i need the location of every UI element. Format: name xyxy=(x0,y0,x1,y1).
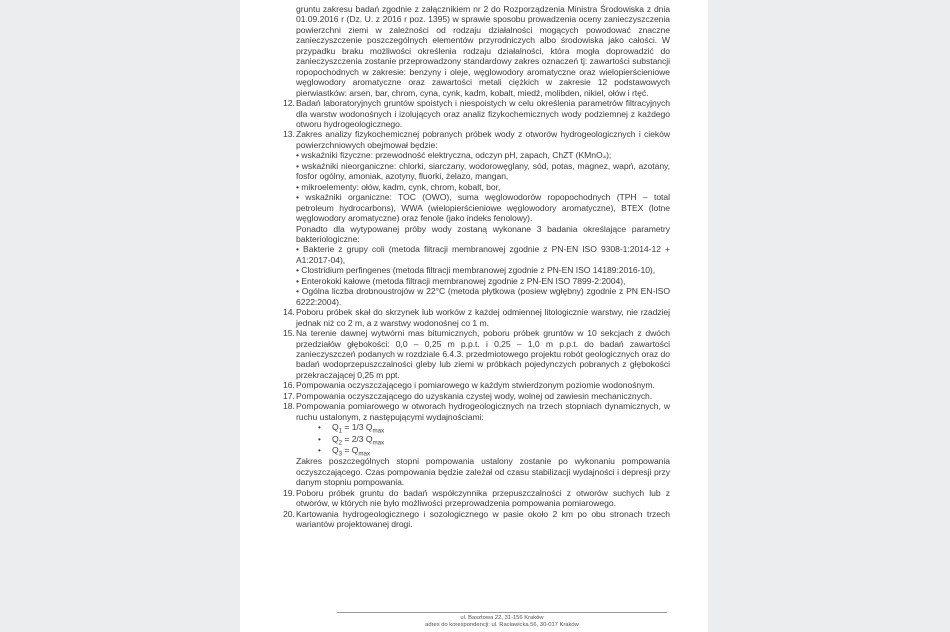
formula-text: $Q_3 = Q_{max}$ xyxy=(332,445,370,458)
item-number: 17. xyxy=(283,390,295,401)
page-footer xyxy=(337,612,667,629)
list-item-19 xyxy=(283,488,670,509)
pumping-rate-formula xyxy=(296,445,670,456)
bullet-paragraph: • Clostridium perfingenes (metoda filtracji membranowej zgodnie z PN-EN ISO 14189:2016-10), xyxy=(296,265,656,276)
item-paragraph: Pompowania oczyszczającego i pomiarowego w każdym stwierdzonym poziomie wodonośnym. xyxy=(296,380,655,391)
list-item-13 xyxy=(283,129,670,307)
item-number: 14. xyxy=(283,307,295,318)
bullet-paragraph: • Enterokoki kałowe (metoda filtracji membranowej zgodnie z PN-EN ISO 7899-2:2004), xyxy=(296,275,626,286)
bullet-paragraph: • wskaźniki fizyczne: przewodność elektryczna, odczyn pH, zapach, ChZT (KMnO₄); xyxy=(296,150,612,161)
item-paragraph: Pompowania pomiarowego w otworach hydrogeologicznych na trzech stopniach dynamicznych, w ruchu ustalonym, z następującymi wydajnościami: xyxy=(296,401,670,422)
item-number: 20. xyxy=(283,508,295,519)
item-paragraph: Pompowania oczyszczającego do uzyskania czystej wody, wolnej od zawiesin mechanicznych. xyxy=(296,390,653,401)
item-paragraph: Na terenie dawnej wytwórni mas bitumicznych, poboru próbek gruntów w 10 sekcjach z dwóch przedziałów głębokości: 0,0 – 0,25 m p.p.t. i 0,25 – 1,0 m p.p.t. do badań zawartości zanieczyszczeń podanych w rozdziale 6.4.3. przedmiotowego projektu robót geologicznych oraz do badań wodoprzepuszczalności gleby lub ziemi w próbkach pojedynczych pobranych z głębokości przekraczającej 0,25 m ppt. xyxy=(296,328,670,380)
pumping-rate-formula xyxy=(296,434,670,445)
page-text-content xyxy=(240,0,708,530)
formula-text: $Q_2 = 2/3$ $Q_{max}$ xyxy=(332,433,385,447)
bullet-paragraph: • wskaźniki nieorganiczne: chlorki, siarczany, wodorowęglany, sód, potas, magnez, wapń, azotany, fosfor ogólny, amoniak, azotyny, fluorki, żelazo, mangan, xyxy=(296,160,670,182)
document-page xyxy=(240,0,708,632)
item-paragraph: Zakres analizy fizykochemicznej pobranych próbek wody z otworów hydrogeologicznych i cieków powierzchniowych obejmował będzie: xyxy=(296,129,670,150)
list-item-16 xyxy=(283,380,670,390)
item-paragraph: Poboru próbek skał do skrzynek lub worków z każdej odmiennej litologicznie warstwy, nie rzadziej jednak niż co 2 m, a z warstwy wodonośnej co 1 m. xyxy=(296,307,670,328)
bullet-icon: • xyxy=(318,423,321,433)
bullet-icon: • xyxy=(318,434,321,444)
footer-address-line2: adres do korespondencji: ul. Racławicka 56, 30-017 Kraków xyxy=(425,622,579,628)
bullet-paragraph: • mikroelementy: ołów, kadm, cynk, chrom, kobalt, bor, xyxy=(296,181,501,192)
formula-text: $Q_1 = 1/3$ $Q_{max}$ xyxy=(332,422,385,435)
bullet-paragraph: • Ogólna liczba drobnoustrojów w 22°C (metoda płytkowa (posiew wgłębny) zgodnie z PN EN-ISO 6222:2004). xyxy=(296,286,670,307)
pumping-rate-formula xyxy=(296,422,670,433)
item-paragraph: Ponadto dla wytypowanej próby wody zostaną wykonane 3 badania określające parametry bakteriologiczne: xyxy=(296,223,670,244)
footer-divider xyxy=(337,612,667,613)
footer-address-line1: ul. Basztowa 22, 31-156 Kraków xyxy=(460,615,544,621)
item-paragraph: Kartowania hydrogeologicznego i sozologicznego w pasie około 2 km po obu stronach trzech wariantów projektowanej drogi. xyxy=(296,508,670,530)
item-number: 16. xyxy=(283,380,295,391)
bullet-paragraph: • Bakterie z grupy coli (metoda filtracji membranowej zgodnie z PN-EN ISO 9308-1:2014-12 + A1:2017-04), xyxy=(296,244,670,265)
list-item-12 xyxy=(283,98,670,129)
item-number: 19. xyxy=(283,487,295,498)
item-number: 13. xyxy=(283,129,295,140)
item-paragraph: Poboru próbek gruntu do badań współczynnika przepuszczalności z otworów suchych lub z otworów, w których nie było możliwości przeprowadzenia pompowania pomiarowego. xyxy=(296,487,670,509)
list-item-17 xyxy=(283,391,670,401)
list-item-14 xyxy=(283,307,670,328)
item-paragraph: Badań laboratoryjnych gruntów spoistych i niespoistych w celu określenia parametrów filtracyjnych dla warstw wodonośnych i izolujących oraz analiz fizykochemicznych wody podziemnej z każdego otworu hydrogeologicznego. xyxy=(296,98,670,129)
bullet-icon: • xyxy=(318,446,321,456)
list-item-18 xyxy=(283,401,670,488)
item-paragraph: Zakres poszczególnych stopni pompowania ustalony zostanie po wykonaniu pompowania oczyszczającego. Czas pompowania będzie zależał od czasu stabilizacji wydajności i depresji przy danym stopniu pompowania. xyxy=(296,456,670,488)
item-number: 18. xyxy=(283,401,295,412)
item-number: 12. xyxy=(283,98,295,109)
continuation-paragraph: gruntu zakresu badań zgodnie z załącznikiem nr 2 do Rozporządzenia Ministra Środowiska z dnia 01.09.2016 r (Dz. U. z 2016 r poz. 1395) w sprawie sposobu prowadzenia oceny zanieczyszczenia powierzchni ziemi w zależności od rodzaju działalności mogących powodować znaczne zanieczyszczenie poszczególnych elementów przyrodniczych albo środowiska jako całości. W przypadku braku możliwości określenia rodzaju działalności, która mogła doprowadzić do zanieczyszczenia zostanie przeprowadzony standardowy zakres oznaczeń tj: zawartości substancji ropopochodnych w zakresie: benzyny i oleje, węglowodory aromatyczne oraz wielopierścieniowe węglowodory aromatyczne oraz zawartości metali ciężkich w zakresie 12 podstawowych pierwiastków: arsen, bar, chrom, cyna, cynk, kadm, kobalt, miedź, molibden, nikiel, ołów i rtęć. xyxy=(296,4,670,98)
list-item-20 xyxy=(283,509,670,530)
item-number: 15. xyxy=(283,328,295,339)
bullet-paragraph: • wskaźniki organiczne: TOC (OWO), suma węglowodorów ropopochodnych (TPH – total petroleum hydrocarbons), WWA (wielopierścieniowe węglowodory aromatyczne), BTEX (lotne węglowodory aromatyczne) oraz fenole (jako indeks fenolowy). xyxy=(296,192,670,224)
numbered-list xyxy=(283,98,670,530)
list-item-15 xyxy=(283,328,670,380)
